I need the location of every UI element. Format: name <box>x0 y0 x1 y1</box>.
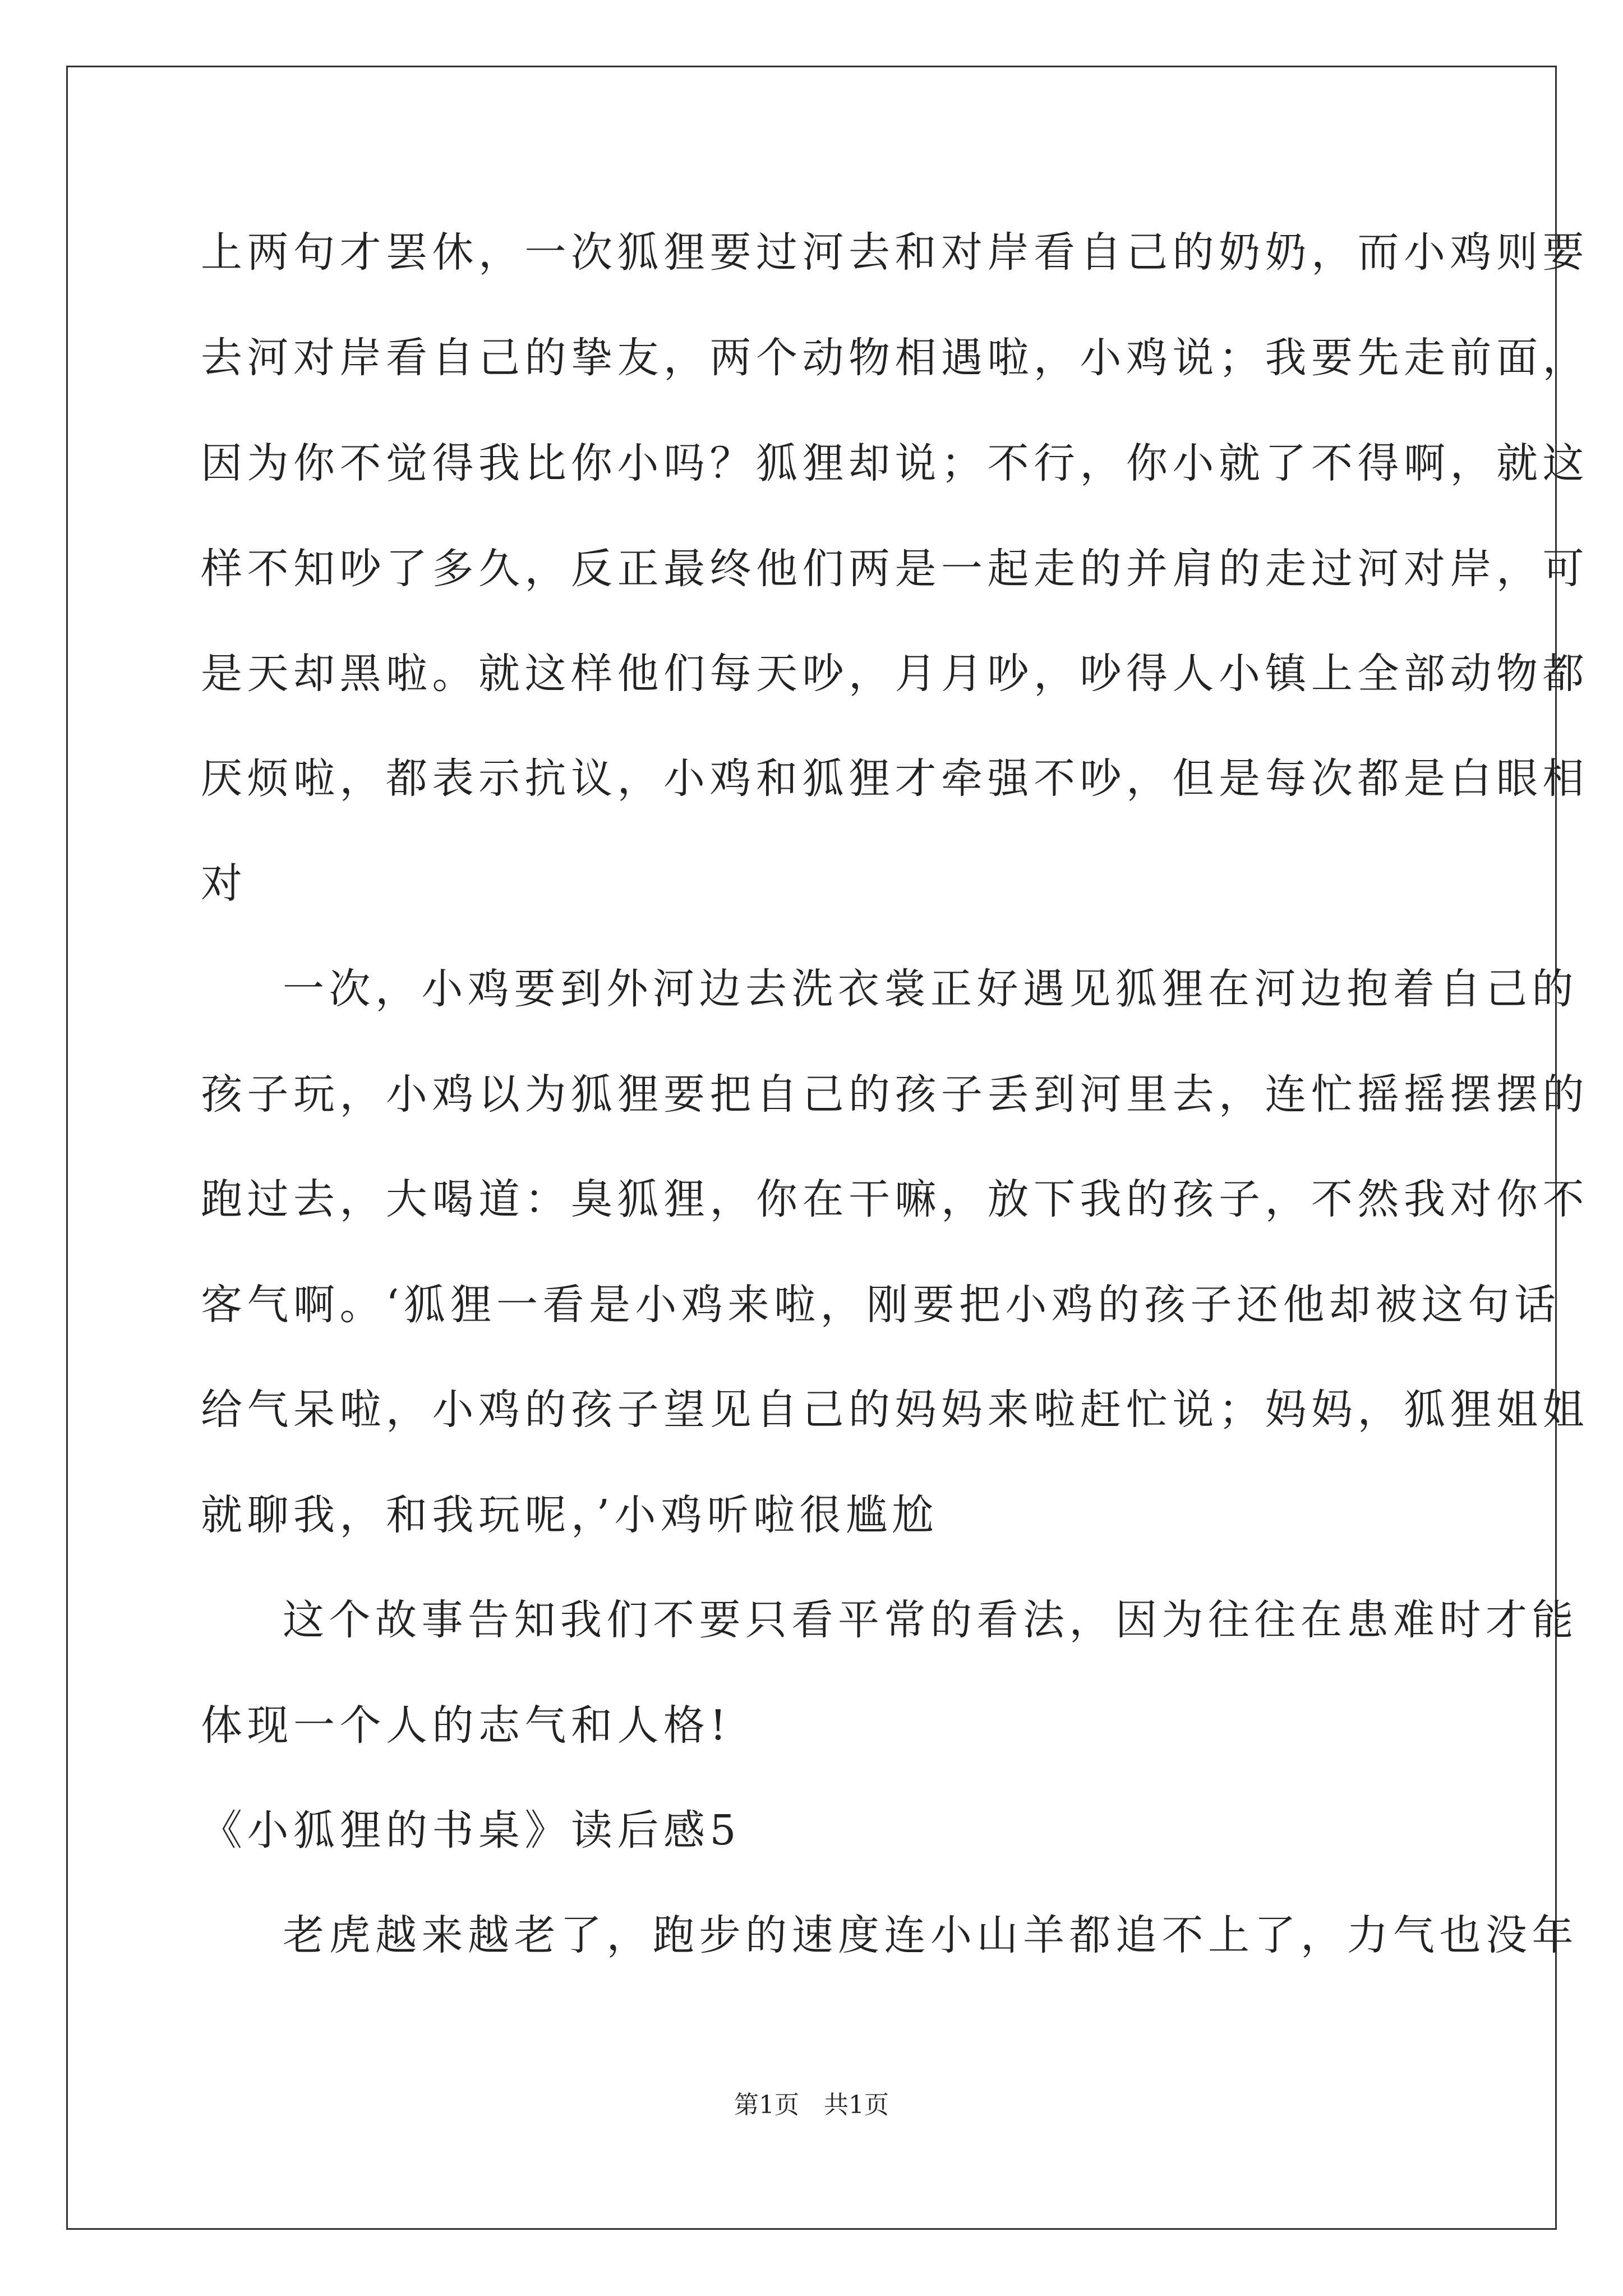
text-line: 去河对岸看自己的挚友，两个动物相遇啦，小鸡说；我要先走前面， <box>201 334 1589 382</box>
text-line: 客气啊。‘狐狸一看是小鸡来啦，刚要把小鸡的孩子还他却被这句话 <box>201 1281 1561 1329</box>
paragraph-start-line: 老虎越来越老了，跑步的速度连小山羊都追不上了，力气也没年 <box>283 1911 1578 1959</box>
paragraph-start-line: 一次，小鸡要到外河边去洗衣裳正好遇见狐狸在河边抱着自己的 <box>283 965 1578 1013</box>
text-line: 跑过去，大喝道：臭狐狸，你在干嘛，放下我的孩子，不然我对你不 <box>201 1175 1589 1223</box>
text-line: 厌烦啦，都表示抗议，小鸡和狐狸才牵强不吵，但是每次都是白眼相 <box>201 754 1589 803</box>
text-line: 孩子玩，小鸡以为狐狸要把自己的孩子丢到河里去，连忙摇摇摆摆的 <box>201 1070 1589 1119</box>
page-footer: 第1页 共1页 <box>734 2091 889 2119</box>
text-line: 因为你不觉得我比你小吗？狐狸却说；不行，你小就了不得啊，就这 <box>201 439 1589 487</box>
text-line: 给气呆啦，小鸡的孩子望见自己的妈妈来啦赶忙说；妈妈，狐狸姐姐 <box>201 1386 1589 1434</box>
text-line: 对 <box>201 859 247 908</box>
text-line: 样不知吵了多久，反正最终他们两是一起走的并肩的走过河对岸，可 <box>201 545 1589 593</box>
text-line: 是天却黑啦。就这样他们每天吵，月月吵，吵得人小镇上全部动物都 <box>201 650 1589 698</box>
text-line: 上两句才罢休，一次狐狸要过河去和对岸看自己的奶奶，而小鸡则要 <box>201 228 1589 277</box>
section-heading: 《小狐狸的书桌》读后感5 <box>201 1806 741 1855</box>
page-border <box>66 66 1557 2230</box>
text-line: 就聊我，和我玩呢，’小鸡听啦很尴尬 <box>201 1491 939 1539</box>
paragraph-start-line: 这个故事告知我们不要只看平常的看法，因为往往在患难时才能 <box>283 1596 1578 1644</box>
text-line: 体现一个人的志气和人格! <box>201 1701 731 1750</box>
